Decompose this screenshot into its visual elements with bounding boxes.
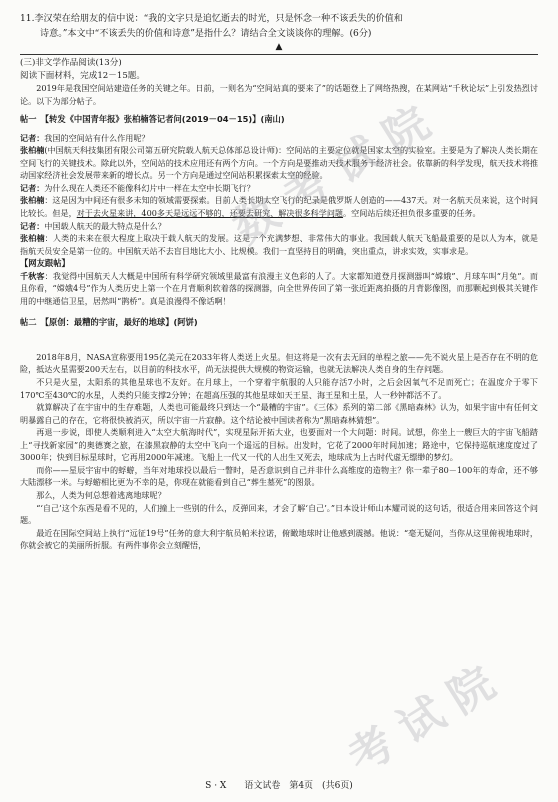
interview-a2: 张柏楠：这是因为中间还有很多未知的领域需要探索。目前人类长期太空飞行的纪录是俄罗斯人创造的——437天。对一名航天员来说，这个时间比较长。但是，对于去火星来讲，400多天是远远不够的，还要去研究、解决很多科学问题。空间站后续还担负很多重要的任务。 <box>20 195 538 219</box>
interview-a3: 张柏楠：人类的未来在很大程度上取决于载人航天的发展。这是一个充满梦想、非常伟大的事业。我国载人航天飞船最重要的是以人为本，就是指航天员安全是第一位的。中国航天站不去盲目地比大小、比规模。我们一直坚持目的明确，突出重点，讲求实效，实事求是。 <box>20 233 538 256</box>
post-2-paragraph: 不只是火星，太阳系的其他星球也不友好。在月球上，一个穿着宇航服的人只能存活7小时，之后会因氧气不足而死亡；在温度介于零下170℃至430℃的水星，人类约只能支撑2分钟；在超高压强的其他星球如天王星、海王星和土星，人一秒钟都活不了。 <box>20 377 538 400</box>
post-1-header: 帖一 【转发《中国青年报》张柏楠答记者问(2019－04－15)】(南山) <box>20 114 285 125</box>
post-2-header: 帖二 【原创：最糟的宇宙，最好的地球】(阿饼) <box>20 317 198 328</box>
netizen-header: 【网友跟帖】 <box>20 258 70 269</box>
netizen-reply: 千秋客：我觉得中国航天人大概是中国所有科学研究领域里最富有浪漫主义色彩的人了。大家都知道登月探测器叫“嫦娥”、月球车叫“月兔”。而且你看，“嫦娥4号”作为人类历史上第一个在月背顺利软着落的探测器，向全世界传回了第一张近距离拍摄的月背影像图，而那颗起到极其关键作用的中继通信卫星，居然叫“鹊桥”。真是浪漫得不像话啊！ <box>20 270 538 306</box>
watermark-char: 考 <box>274 157 339 224</box>
interview-q3: 记者：中国载人航天的最大特点是什么？ <box>20 220 166 231</box>
section-title: (三)非文学作品阅读(13分) <box>20 58 122 68</box>
answer-triangle-icon: ▲ <box>275 42 283 52</box>
post-2-paragraph: 再退一步说，即使人类顺利进入“太空大航海时代”，实现星际开拓大业，也要面对一个大问题：时间。试想，你坐上一艘巨大的宇宙飞船踏上“寻找新家园”的奥德赛之旅，在漆黑寂静的太空中飞向一个遥远的目标。出发时，它花了2000年时间加速；路途中，它保持巡航速度度过了3000年；快到目标星球时，它再用2000年减速。飞船上一代又一代的人出生又死去，地球成为上古时代虚无缥缈的梦幻。 <box>20 427 538 463</box>
watermark-char: 院 <box>374 97 439 164</box>
post-2-paragraph: “‘自己’这个东西是看不见的，人们撞上一些别的什么，反弹回来，才会了解‘自己’。”日本设计师山本耀司说的这句话，很适合用来回答这个问题。 <box>20 502 538 526</box>
question-11 <box>20 12 538 42</box>
post-2-paragraph: 最近在国际空间站上执行“远征19号”任务的意大利宇航员帕米拉诺，俯瞰地球时让他感到震撼。他说：“毫无疑问，当你从这里俯视地球时，你就会被它的美丽所折服。有两件事你会立刻醒悟， <box>20 527 538 551</box>
interview-a1: 张柏楠(中国航天科技集团有限公司第五研究院载人航天总体部总设计师)：空间站的主要定位就是国家太空的实验室。主要是为了解决人类长期在空间飞行的关键技术。除此以外，空间站的技术应用还有两个方向。一个方向是要推动天技术服务于经济社会。依靠新的科学发现，航天技术将推动国家经济社会发展带来新的增长点。另一个方向是通过空间站积累探索太空的经验。 <box>20 145 539 181</box>
watermark-char: 考 <box>339 717 404 784</box>
divider <box>20 54 538 55</box>
interview-q1: 记者：我国的空间站有什么作用呢？ <box>20 132 150 143</box>
question-11-line1: 11.李汉荣在给朋友的信中说：“我的文字只是追忆逝去的时光，只是怀念一种不该丢失的价值和 <box>20 14 403 24</box>
watermark-char: 数 <box>224 187 289 254</box>
page-footer: S · X 语文试卷 第4页 (共6页) <box>205 781 353 791</box>
post-2-paragraph: 就算解决了在宇宙中的生存难题，人类也可能最终只到达一个“最糟的宇宙”。《三体》系列的第二部《黑暗森林》认为，如果宇宙中有任何文明暴露自己的存在，它将很快被消灭，所以宇宙一片寂静。这个结论被中国读者称为“黑暗森林猜想”。 <box>20 402 538 425</box>
watermark-char: 院 <box>439 657 504 724</box>
post-2-paragraph: 2018年8月，NASA宣称要用195亿美元在2033年将人类送上火星。但这将是一次有去无回的单程之旅——先不说火星上是否存在不明的危险，抵达火星需要200天左右，以目前的科技水平，尚无法提供大规模的物资运输，也就无法解决人类自身的生存问题。 <box>20 351 538 375</box>
section-instruction: 阅读下面材料，完成12－15题。 <box>20 70 145 81</box>
exam-page <box>20 12 538 552</box>
watermark-char: 试 <box>324 127 389 194</box>
post-2-paragraph: 而你——星辰宇宙中的蜉蝣，当年对地球投以最后一瞥时，是否意识到自己并非什么高维度的造物主？你一辈子80－100年的寿命，还不够大陆漂移一米。与蜉蝣相比更为不幸的是，你现在就能看到自己“葬生墓死”的图景。 <box>20 464 538 488</box>
question-11-line2: 诗意。”本文中“不该丢失的价值和诗意”是指什么？请结合全文谈谈你的理解。(6分) <box>40 29 372 39</box>
section-intro: 2019年是我国空间站建造任务的关键之年。日前，一则名为“空间站真的要来了”的话题登上了网络热搜，在某网站“千秋论坛”上引发热烈讨论。以下为部分帖子。 <box>20 83 538 106</box>
interview-q2: 记者：为什么现在人类还不能像科幻片中一样在太空中长期飞行？ <box>20 182 255 193</box>
watermark-char: 试 <box>389 687 454 754</box>
post-2-paragraph: 那么，人类为何总想着逃离地球呢？ <box>36 489 166 500</box>
underlined-sentence: 对于去火星来讲，400多天是远远不够的，还要去研究、解决很多科学问题 <box>76 208 344 219</box>
